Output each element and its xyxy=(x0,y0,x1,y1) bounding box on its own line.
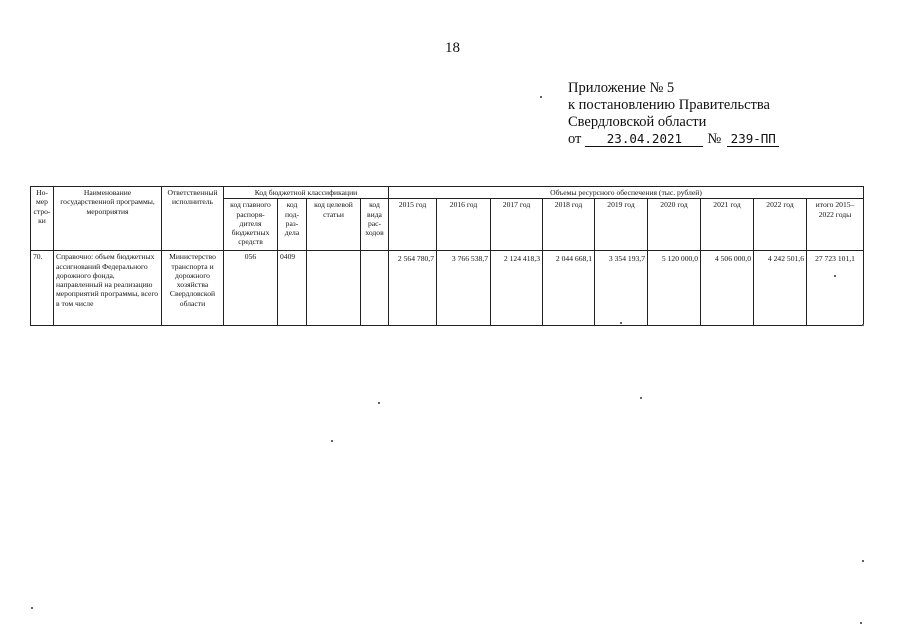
table-row xyxy=(31,251,864,326)
header-year: 2015 год xyxy=(389,199,437,251)
header-year: 2018 год xyxy=(543,199,595,251)
appendix-header xyxy=(568,80,783,148)
header-resources: Объемы ресурсного обеспечения (тыс. рублей) xyxy=(389,187,864,199)
cell-value: 2 044 668,1 xyxy=(543,251,595,326)
header-budget-classification: Код бюджетной классификации xyxy=(224,187,389,199)
header-row-num: Но-мер стро-ки xyxy=(31,187,54,251)
number-prefix: № xyxy=(707,131,722,147)
cell-value: 3 354 193,7 xyxy=(595,251,648,326)
cell-value: 4 242 501,6 xyxy=(754,251,807,326)
cell-expense-type-code xyxy=(361,251,389,326)
header-year: 2016 год xyxy=(437,199,491,251)
date-prefix: от xyxy=(568,131,582,147)
cell-name: Справочно: объем бюджетных ассигнований Федерального дорожного фонда, направленный на реализацию мероприятий программы, всего в том числе xyxy=(54,251,162,326)
cell-total: 27 723 101,1 xyxy=(807,251,864,326)
header-year: 2020 год xyxy=(648,199,701,251)
page-number: 18 xyxy=(445,40,460,56)
cell-subsection-code: 0409 xyxy=(278,251,307,326)
cell-value: 5 120 000,0 xyxy=(648,251,701,326)
cell-row-num: 70. xyxy=(31,251,54,326)
header-year: 2019 год xyxy=(595,199,648,251)
header-subsection-code: код под-раз-дела xyxy=(278,199,307,251)
header-year: 2021 год xyxy=(701,199,754,251)
cell-executor: Министерство транспорта и дорожного хозяйства Свердловской области xyxy=(162,251,224,326)
cell-value: 4 506 000,0 xyxy=(701,251,754,326)
appendix-date-line xyxy=(568,131,783,148)
appendix-resolution: к постановлению Правительства xyxy=(568,97,770,113)
header-year: 2017 год xyxy=(491,199,543,251)
header-target-code: код целевой статьи xyxy=(307,199,361,251)
cell-value: 3 766 538,7 xyxy=(437,251,491,326)
cell-value: 2 564 780,7 xyxy=(389,251,437,326)
header-executor: Ответственный исполнитель xyxy=(162,187,224,251)
header-total: итого 2015–2022 годы xyxy=(807,199,864,251)
header-year: 2022 год xyxy=(754,199,807,251)
resolution-number: 239-ПП xyxy=(727,132,779,147)
header-main-admin-code: код главного распоря-дителя бюджетных средств xyxy=(224,199,278,251)
resolution-date: 23.04.2021 xyxy=(585,132,703,147)
header-row-1 xyxy=(31,187,864,199)
appendix-title: Приложение № 5 xyxy=(568,80,675,96)
header-name: Наименование государственной программы, мероприятия xyxy=(54,187,162,251)
cell-target-code xyxy=(307,251,361,326)
appendix-region: Свердловской области xyxy=(568,114,707,130)
cell-value: 2 124 418,3 xyxy=(491,251,543,326)
cell-main-admin-code: 056 xyxy=(224,251,278,326)
header-expense-type-code: код вида рас-ходов xyxy=(361,199,389,251)
budget-table xyxy=(30,186,864,326)
